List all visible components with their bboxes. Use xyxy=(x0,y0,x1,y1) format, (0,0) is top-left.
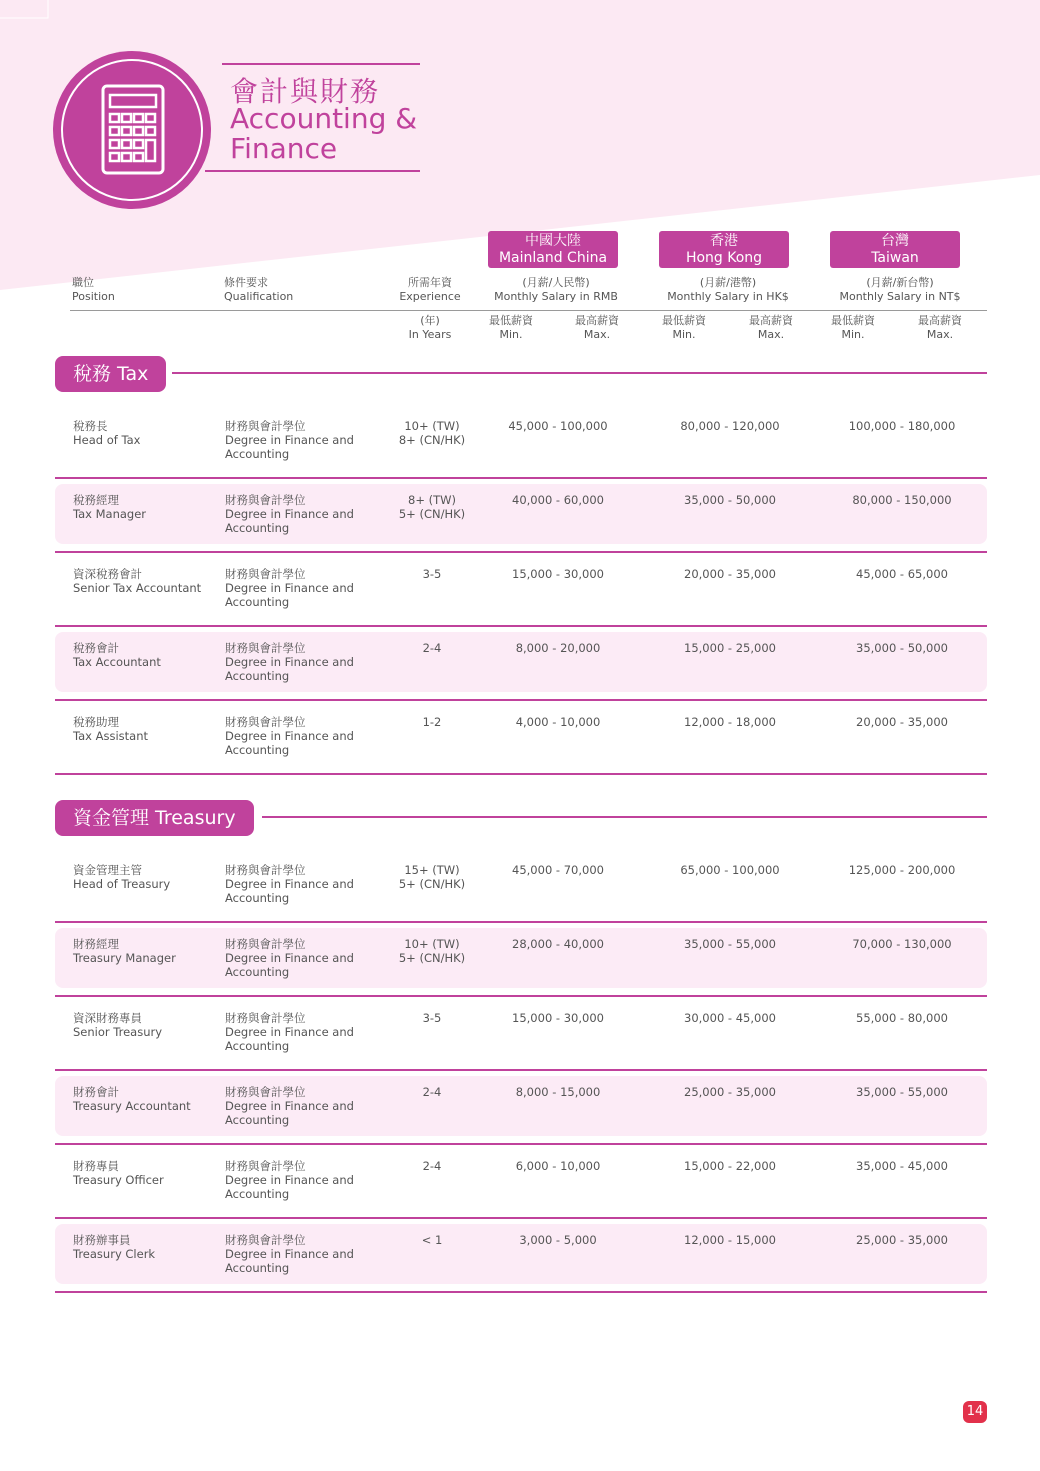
qualification-zh: 財務與會計學位 xyxy=(225,1011,306,1025)
position-zh: 資深財務專員 xyxy=(73,1011,142,1025)
position-en: Treasury Accountant xyxy=(73,1099,191,1113)
position-en: Treasury Clerk xyxy=(73,1247,156,1261)
position-zh: 財務會計 xyxy=(73,1085,119,1099)
column-label-en: Qualification xyxy=(224,290,294,303)
salary-tw-cell: 100,000 - 180,000 xyxy=(848,419,956,433)
salary-hk-cell: 30,000 - 45,000 xyxy=(684,1011,776,1025)
salary-unit-zh: (月薪/港幣) xyxy=(699,276,757,289)
page-title-en-line2: Finance xyxy=(230,132,338,165)
column-label-zh: 職位 xyxy=(72,276,94,289)
title-rule-top xyxy=(222,63,420,65)
qualification-en: Accounting xyxy=(225,1113,290,1127)
salary-hk-cell: 12,000 - 15,000 xyxy=(684,1233,776,1247)
position-zh: 資金管理主管 xyxy=(73,863,142,877)
table-row xyxy=(55,552,987,626)
experience-cell xyxy=(382,419,482,447)
column-header-position xyxy=(72,276,115,304)
qualification-cell xyxy=(225,641,385,683)
qualification-en: Degree in Finance and xyxy=(225,1173,354,1187)
salary-tw-cell: 25,000 - 35,000 xyxy=(856,1233,948,1247)
salary-tw-cell: 45,000 - 65,000 xyxy=(856,567,948,581)
position-en: Tax Manager xyxy=(73,507,147,521)
position-zh: 稅務長 xyxy=(73,419,108,433)
qualification-cell xyxy=(225,567,385,609)
min-label-en: Min. xyxy=(499,328,523,341)
subheader-min-cn xyxy=(478,314,544,342)
qualification-en: Degree in Finance and xyxy=(225,1247,354,1261)
region-badge-hong-kong xyxy=(659,231,789,268)
salary-cn-cell: 40,000 - 60,000 xyxy=(512,493,604,507)
salary-unit-en: Monthly Salary in NT$ xyxy=(839,290,961,303)
salary-tw-cell: 20,000 - 35,000 xyxy=(856,715,948,729)
salary-tw-cell: 70,000 - 130,000 xyxy=(852,937,952,951)
section-rule-treasury xyxy=(262,816,987,818)
table-row xyxy=(55,848,987,922)
region-zh: 香港 xyxy=(710,233,738,249)
salary-hk-cell: 15,000 - 22,000 xyxy=(684,1159,776,1173)
salary-hk-cell: 80,000 - 120,000 xyxy=(680,419,780,433)
region-badge-taiwan xyxy=(830,231,960,268)
experience-value: 10+ (TW) xyxy=(404,419,460,433)
experience-value: 5+ (CN/HK) xyxy=(398,507,466,521)
region-zh: 台灣 xyxy=(881,233,909,249)
subheader-max-hk xyxy=(738,314,804,342)
column-label-zh: 條件要求 xyxy=(224,276,268,289)
section-rule-tax xyxy=(172,372,987,374)
experience-value: < 1 xyxy=(421,1233,443,1247)
experience-value: 5+ (CN/HK) xyxy=(398,951,466,965)
position-en: Head of Tax xyxy=(73,433,141,447)
salary-hk-cell: 35,000 - 50,000 xyxy=(684,493,776,507)
qualification-en: Degree in Finance and xyxy=(225,729,354,743)
table-row xyxy=(55,1218,987,1292)
salary-hk-cell: 35,000 - 55,000 xyxy=(684,937,776,951)
experience-value: 8+ (TW) xyxy=(408,493,456,507)
salary-tw-cell: 55,000 - 80,000 xyxy=(856,1011,948,1025)
header-rule xyxy=(70,310,987,311)
salary-unit-zh: (月薪/新台幣) xyxy=(866,276,934,289)
salary-cn-cell: 28,000 - 40,000 xyxy=(512,937,604,951)
experience-value: 1-2 xyxy=(422,715,442,729)
qualification-zh: 財務與會計學位 xyxy=(225,1233,306,1247)
position-en: Senior Treasury xyxy=(73,1025,163,1039)
column-header-salary-hk xyxy=(648,276,808,304)
region-en: Taiwan xyxy=(871,250,919,266)
min-label-en: Min. xyxy=(841,328,865,341)
qualification-en: Degree in Finance and xyxy=(225,1025,354,1039)
position-en: Head of Treasury xyxy=(73,877,171,891)
qualification-zh: 財務與會計學位 xyxy=(225,1159,306,1173)
subheader-min-hk xyxy=(651,314,717,342)
position-cell xyxy=(73,1159,223,1187)
max-label-zh: 最高薪資 xyxy=(749,314,793,327)
column-header-experience xyxy=(385,276,475,304)
position-en: Tax Assistant xyxy=(73,729,149,743)
table-row xyxy=(55,922,987,996)
salary-unit-zh: (月薪/人民幣) xyxy=(522,276,590,289)
experience-cell xyxy=(382,1233,482,1247)
salary-tw-cell: 35,000 - 55,000 xyxy=(856,1085,948,1099)
experience-cell xyxy=(382,1011,482,1025)
position-zh: 財務辦事員 xyxy=(73,1233,131,1247)
salary-cn-cell: 45,000 - 70,000 xyxy=(512,863,604,877)
qualification-en: Accounting xyxy=(225,891,290,905)
salary-unit-en: Monthly Salary in RMB xyxy=(494,290,618,303)
experience-value: 8+ (CN/HK) xyxy=(398,433,466,447)
position-zh: 稅務助理 xyxy=(73,715,119,729)
min-label-zh: 最低薪資 xyxy=(662,314,706,327)
max-label-zh: 最高薪資 xyxy=(575,314,619,327)
experience-cell xyxy=(382,937,482,965)
salary-cn-cell: 8,000 - 20,000 xyxy=(515,641,601,655)
qualification-cell xyxy=(225,493,385,535)
column-header-qualification xyxy=(224,276,293,304)
max-label-zh: 最高薪資 xyxy=(918,314,962,327)
table-row xyxy=(55,1070,987,1144)
qualification-en: Accounting xyxy=(225,743,290,757)
column-header-salary-cn xyxy=(476,276,636,304)
max-label-en: Max. xyxy=(757,328,785,341)
column-header-salary-tw xyxy=(820,276,980,304)
page-title-zh: 會計與財務 xyxy=(230,75,381,108)
salary-cn-cell: 15,000 - 30,000 xyxy=(512,1011,604,1025)
column-subheader-years xyxy=(385,314,475,342)
position-cell xyxy=(73,937,223,965)
salary-hk-cell: 25,000 - 35,000 xyxy=(684,1085,776,1099)
salary-tw-cell: 125,000 - 200,000 xyxy=(848,863,956,877)
calculator-icon xyxy=(53,50,211,210)
qualification-zh: 財務與會計學位 xyxy=(225,1085,306,1099)
qualification-en: Accounting xyxy=(225,669,290,683)
position-en: Treasury Officer xyxy=(73,1173,164,1187)
position-cell xyxy=(73,641,223,669)
column-label-en: Position xyxy=(72,290,115,303)
table-row xyxy=(55,1144,987,1218)
position-zh: 稅務會計 xyxy=(73,641,119,655)
position-zh: 財務專員 xyxy=(73,1159,119,1173)
qualification-cell xyxy=(225,1233,385,1275)
position-cell xyxy=(73,715,223,743)
title-rule-bottom xyxy=(205,170,420,172)
table-row xyxy=(55,700,987,774)
experience-cell xyxy=(382,715,482,729)
qualification-en: Degree in Finance and xyxy=(225,877,354,891)
experience-cell xyxy=(382,1159,482,1173)
position-zh: 財務經理 xyxy=(73,937,119,951)
qualification-en: Accounting xyxy=(225,1039,290,1053)
qualification-en: Degree in Finance and xyxy=(225,433,354,447)
experience-value: 2-4 xyxy=(422,641,442,655)
salary-cn-cell: 8,000 - 15,000 xyxy=(515,1085,601,1099)
position-en: Senior Tax Accountant xyxy=(73,581,202,595)
qualification-en: Accounting xyxy=(225,1187,290,1201)
salary-cn-cell: 6,000 - 10,000 xyxy=(515,1159,601,1173)
position-cell xyxy=(73,1233,223,1261)
region-en: Hong Kong xyxy=(685,250,763,266)
region-en: Mainland China xyxy=(498,250,608,266)
qualification-zh: 財務與會計學位 xyxy=(225,863,306,877)
position-cell xyxy=(73,493,223,521)
section-title-treasury: 資金管理 Treasury xyxy=(55,800,254,836)
experience-cell xyxy=(382,1085,482,1099)
qualification-en: Degree in Finance and xyxy=(225,655,354,669)
experience-value: 10+ (TW) xyxy=(404,937,460,951)
min-label-en: Min. xyxy=(672,328,696,341)
salary-tw-cell: 80,000 - 150,000 xyxy=(852,493,952,507)
experience-cell xyxy=(382,567,482,581)
position-cell xyxy=(73,419,223,447)
region-zh: 中國大陸 xyxy=(525,233,581,249)
salary-hk-cell: 15,000 - 25,000 xyxy=(684,641,776,655)
qualification-zh: 財務與會計學位 xyxy=(225,567,306,581)
position-zh: 資深稅務會計 xyxy=(73,567,142,581)
position-cell xyxy=(73,1085,223,1113)
salary-unit-en: Monthly Salary in HK$ xyxy=(667,290,789,303)
subheader-max-tw xyxy=(907,314,973,342)
experience-cell xyxy=(382,641,482,655)
subheader-max-cn xyxy=(564,314,630,342)
experience-value: 3-5 xyxy=(422,1011,442,1025)
page-title-en-line1: Accounting & xyxy=(230,102,418,135)
row-rule xyxy=(55,1291,987,1293)
column-label-en: Experience xyxy=(399,290,461,303)
table-row xyxy=(55,996,987,1070)
position-cell xyxy=(73,863,223,891)
salary-cn-cell: 15,000 - 30,000 xyxy=(512,567,604,581)
experience-value: 5+ (CN/HK) xyxy=(398,877,466,891)
qualification-cell xyxy=(225,1159,385,1201)
salary-cn-cell: 3,000 - 5,000 xyxy=(519,1233,597,1247)
qualification-zh: 財務與會計學位 xyxy=(225,493,306,507)
qualification-zh: 財務與會計學位 xyxy=(225,419,306,433)
min-label-zh: 最低薪資 xyxy=(489,314,533,327)
position-cell xyxy=(73,567,223,595)
years-label-en: In Years xyxy=(408,328,452,341)
page-title-en xyxy=(230,104,417,164)
qualification-en: Accounting xyxy=(225,521,290,535)
position-en: Treasury Manager xyxy=(73,951,176,965)
qualification-cell xyxy=(225,715,385,757)
position-en: Tax Accountant xyxy=(73,655,161,669)
years-label-zh: (年) xyxy=(420,314,440,327)
table-row xyxy=(55,404,987,478)
qualification-zh: 財務與會計學位 xyxy=(225,937,306,951)
qualification-cell xyxy=(225,937,385,979)
qualification-zh: 財務與會計學位 xyxy=(225,715,306,729)
qualification-en: Accounting xyxy=(225,1261,290,1275)
qualification-cell xyxy=(225,419,385,461)
qualification-en: Degree in Finance and xyxy=(225,581,354,595)
qualification-cell xyxy=(225,863,385,905)
qualification-en: Accounting xyxy=(225,447,290,461)
qualification-en: Degree in Finance and xyxy=(225,1099,354,1113)
qualification-en: Degree in Finance and xyxy=(225,951,354,965)
experience-cell xyxy=(382,863,482,891)
salary-tw-cell: 35,000 - 45,000 xyxy=(856,1159,948,1173)
table-row xyxy=(55,626,987,700)
column-label-zh: 所需年資 xyxy=(408,276,452,289)
table-row xyxy=(55,478,987,552)
row-rule xyxy=(55,773,987,775)
qualification-zh: 財務與會計學位 xyxy=(225,641,306,655)
experience-value: 3-5 xyxy=(422,567,442,581)
salary-hk-cell: 65,000 - 100,000 xyxy=(680,863,780,877)
page-number: 14 xyxy=(963,1401,987,1423)
experience-cell xyxy=(382,493,482,521)
region-badge-mainland-china xyxy=(488,231,618,268)
qualification-en: Degree in Finance and xyxy=(225,507,354,521)
salary-cn-cell: 4,000 - 10,000 xyxy=(515,715,601,729)
salary-hk-cell: 20,000 - 35,000 xyxy=(684,567,776,581)
qualification-en: Accounting xyxy=(225,595,290,609)
subheader-min-tw xyxy=(820,314,886,342)
qualification-en: Accounting xyxy=(225,965,290,979)
position-cell xyxy=(73,1011,223,1039)
salary-tw-cell: 35,000 - 50,000 xyxy=(856,641,948,655)
section-title-tax: 稅務 Tax xyxy=(55,356,166,392)
experience-value: 2-4 xyxy=(422,1159,442,1173)
experience-value: 15+ (TW) xyxy=(404,863,460,877)
max-label-en: Max. xyxy=(583,328,611,341)
qualification-cell xyxy=(225,1085,385,1127)
max-label-en: Max. xyxy=(926,328,954,341)
position-zh: 稅務經理 xyxy=(73,493,119,507)
min-label-zh: 最低薪資 xyxy=(831,314,875,327)
salary-hk-cell: 12,000 - 18,000 xyxy=(684,715,776,729)
qualification-cell xyxy=(225,1011,385,1053)
salary-cn-cell: 45,000 - 100,000 xyxy=(508,419,608,433)
experience-value: 2-4 xyxy=(422,1085,442,1099)
